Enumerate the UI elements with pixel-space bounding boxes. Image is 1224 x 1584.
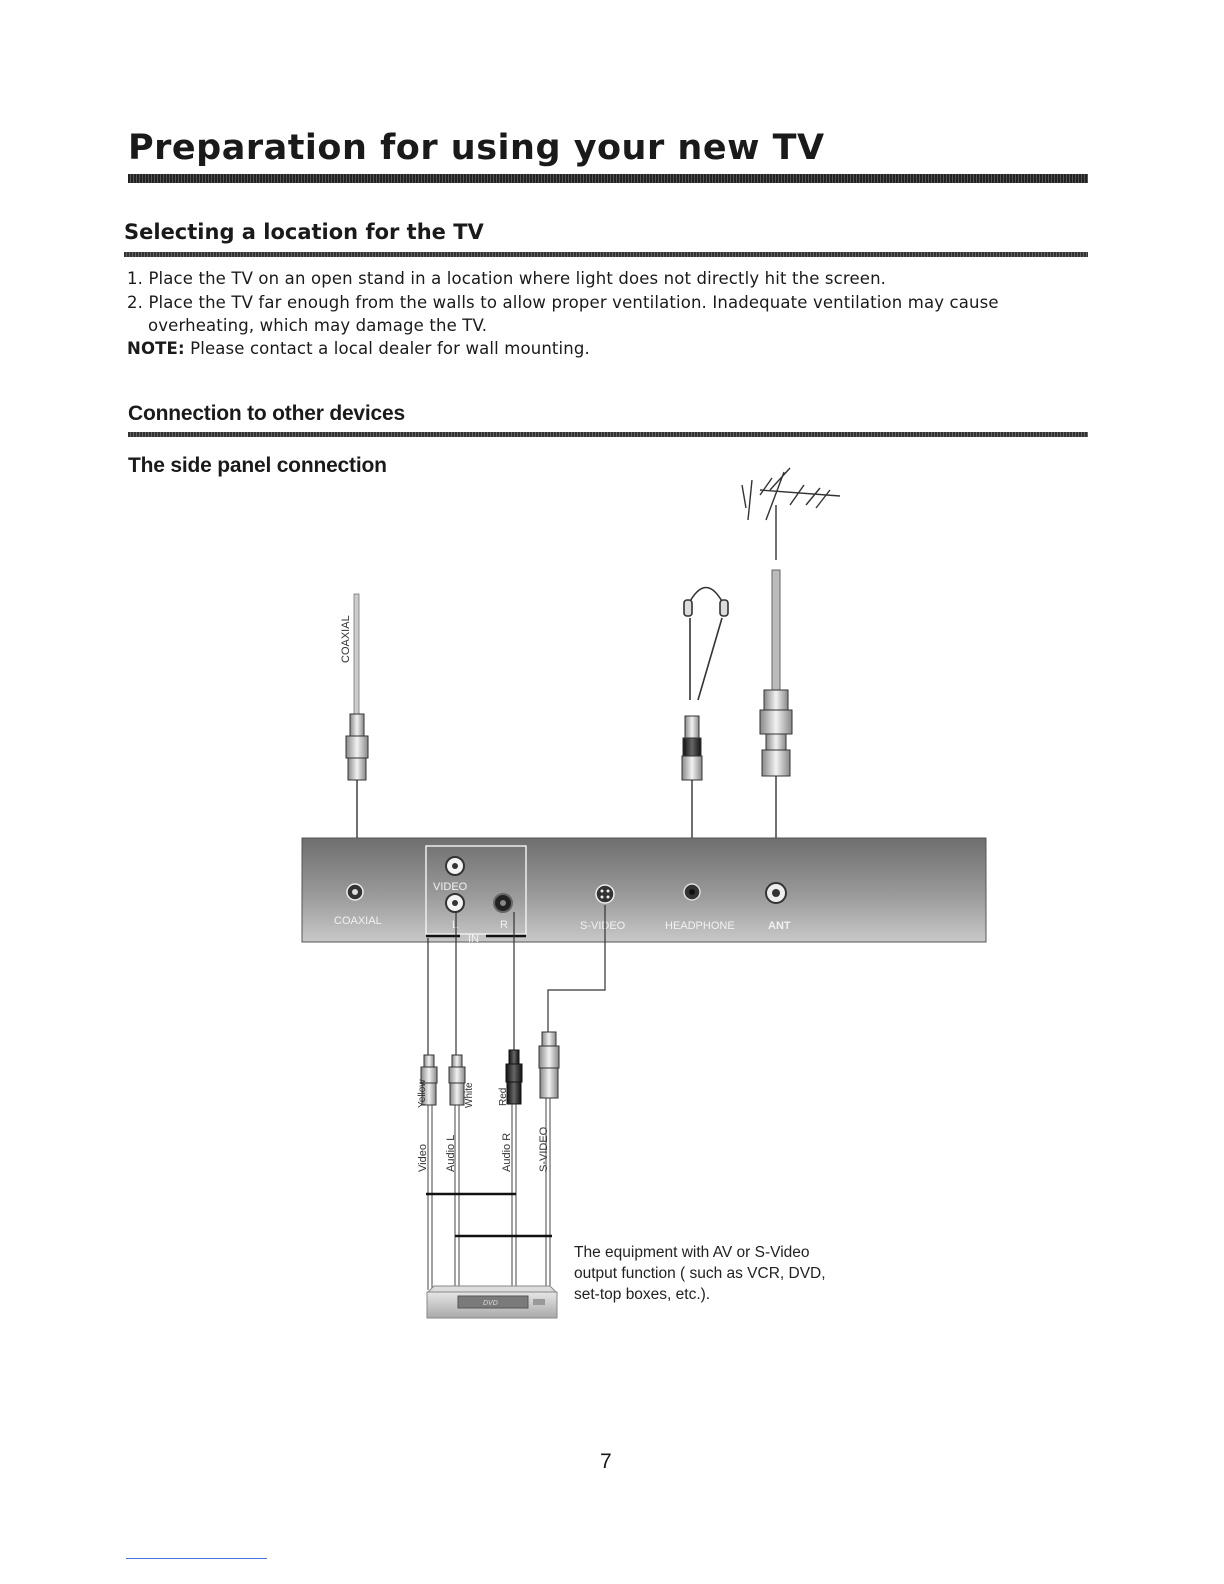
cable-label-audio-l: Audio L (445, 1134, 457, 1172)
dvd-player-icon (427, 1286, 557, 1318)
cable-label-svideo: S-VIDEO (538, 1126, 550, 1172)
panel-label-l: L (452, 919, 459, 931)
panel-label-in: IN (468, 933, 479, 945)
tv-side-panel (302, 838, 986, 942)
page-number: 7 (600, 1450, 612, 1473)
equipment-caption-line: output function ( such as VCR, DVD, (574, 1265, 826, 1282)
list-item: 2. Place the TV far enough from the walls to allow proper ventilation. Inadequate ventilation may cause (127, 293, 999, 312)
list-item: 1. Place the TV on an open stand in a location where light does not directly hit the screen. (127, 269, 887, 288)
device-label: DVD (483, 1300, 498, 1307)
video-jack-icon (446, 857, 464, 875)
subheading-side-panel: The side panel connection (128, 454, 387, 477)
cable-label-video: Video (417, 1144, 429, 1172)
headphone-plug-icon (682, 716, 702, 840)
coaxial-cable-label: COAXIAL (340, 615, 352, 663)
antenna-cable (772, 570, 780, 690)
section-heading-location: Selecting a location for the TV (124, 220, 484, 244)
note-label: NOTE: (127, 339, 185, 358)
panel-label-headphone: HEADPHONE (665, 920, 735, 932)
footer-line (126, 1558, 267, 1559)
ant-plug-icon (760, 690, 792, 840)
note-text: Please contact a local dealer for wall mounting. (184, 339, 590, 358)
section-heading-connection: Connection to other devices (128, 402, 405, 425)
panel-label-coaxial: COAXIAL (334, 915, 382, 927)
antenna-icon (742, 468, 840, 560)
panel-label-r: R (500, 919, 508, 931)
audio-l-jack-icon (446, 894, 464, 912)
cable-label-white: White (464, 1082, 475, 1108)
coaxial-jack-icon (347, 884, 363, 900)
white-audio-plug-icon (449, 1055, 465, 1105)
page-title: Preparation for using your new TV (128, 128, 825, 168)
equipment-caption-line: set-top boxes, etc.). (574, 1286, 711, 1303)
coaxial-plug-icon (346, 714, 368, 840)
audio-r-jack-icon (494, 894, 512, 912)
cable-label-red: Red (498, 1087, 509, 1106)
equipment-caption-line: The equipment with AV or S-Video (574, 1244, 810, 1261)
panel-label-ant: ANT (768, 920, 791, 932)
cable-label-yellow: Yellow (417, 1079, 428, 1108)
cable-ties (426, 1194, 552, 1236)
panel-label-svideo: S-VIDEO (580, 920, 626, 932)
headphone-icon (684, 588, 728, 701)
panel-label-video: VIDEO (433, 881, 468, 893)
coaxial-cable (354, 594, 359, 714)
svideo-jack-icon (596, 885, 614, 903)
ant-jack-icon (766, 883, 786, 903)
list-item-continuation: overheating, which may damage the TV. (148, 316, 488, 335)
cable-label-audio-r: Audio R (501, 1132, 513, 1172)
svideo-plug-icon (539, 1032, 559, 1098)
headphone-jack-icon (684, 884, 700, 900)
